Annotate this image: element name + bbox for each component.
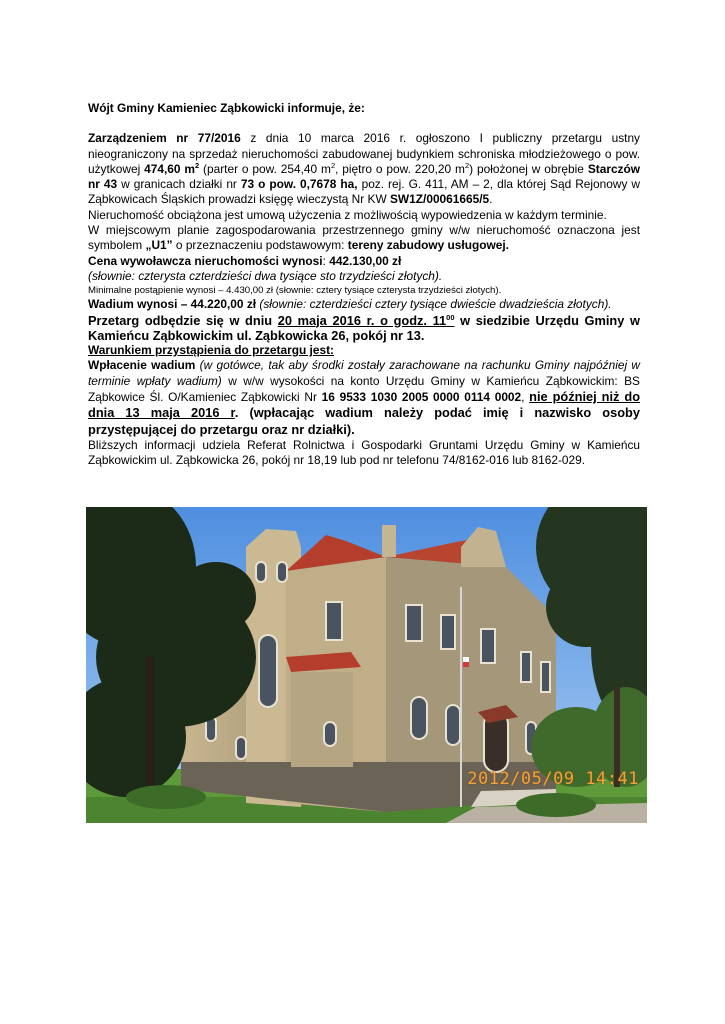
payment-label: Wpłacenie wadium — [88, 358, 196, 373]
paragraph-payment — [88, 358, 640, 437]
text-span: w w/w wysokości na konto Urzędu Gminy w Kamieńcu Ząbkowickim: BS Ząbkowice Śl. O/Kamieniec Ząbkowicki Nr — [88, 373, 640, 405]
text-span: , piętro o pow. 220,20 m — [335, 161, 465, 176]
zoning-symbol: „U1” — [145, 238, 173, 253]
paragraph-auction-date — [88, 313, 640, 344]
land-register-number: SW1Z/00061665/5 — [390, 192, 490, 207]
text-span: . (wpłacając wadium należy podać imię i nazwisko osoby przystępującej do przetargu oraz nr działki). — [88, 405, 640, 437]
superscript: 2 — [330, 160, 336, 170]
payment-deadline: nie później niż do dnia 13 maja 2016 r — [88, 389, 641, 421]
text-span: z dnia 10 marca 2016 r. ogłoszono I publiczny przetargu ustny nieograniczony na sprzedaż nieruchomości zabudowanej budynkiem schroniska młodzieżowego o pow. użytkowej — [88, 131, 640, 176]
bank-account-number: 16 9533 1030 2005 0000 0114 0002 — [321, 390, 522, 405]
paragraph-price — [88, 254, 640, 269]
announcement-heading: Wójt Gminy Kamieniec Ząbkowicki informuje, że: — [88, 101, 365, 115]
conditions-heading: Warunkiem przystąpienia do przetargu jest: — [88, 343, 335, 358]
price-value: 442.130,00 zł — [329, 253, 402, 268]
plot-number: 73 o pow. 0,7678 ha, — [240, 177, 358, 192]
building-photo — [86, 507, 647, 823]
property-location: Starczów nr 43 — [88, 161, 641, 192]
order-number: Zarządzeniem nr 77/2016 — [88, 131, 241, 146]
paragraph-contact: Bliższych informacji udziela Referat Rolnictwa i Gospodarki Gruntami Urzędu Gminy w Kamieńcu Ząbkowickim ul. Ząbkowicka 26, pokój nr 18,19 lub pod nr telefonu 74/8162-016 lub 8162-029. — [88, 437, 640, 468]
text-span: w siedzibie Urzędu Gminy w Kamieńcu Ząbkowickim ul. Ząbkowicka 26, pokój nr 13. — [88, 312, 640, 343]
wadium-in-words: (słownie: czterdzieści cztery tysiące dwieście dwadzieścia złotych). — [256, 297, 612, 312]
zoning-purpose: tereny zabudowy usługowej. — [347, 238, 509, 253]
text-span: . — [489, 192, 493, 207]
announcement-text — [88, 101, 640, 469]
superscript: 00 — [446, 312, 455, 322]
text-span: Przetarg odbędzie się w dniu — [88, 312, 278, 328]
text-span: o przeznaczeniu podstawowym: — [172, 238, 348, 253]
text-span: (parter o pow. 254,40 m — [199, 161, 331, 176]
superscript: 2 — [194, 160, 200, 170]
paragraph-zoning — [88, 223, 640, 254]
paragraph-wadium — [88, 297, 640, 312]
text-span: w granicach działki nr — [117, 177, 241, 192]
wadium-amount: Wadium wynosi – 44.220,00 zł — [88, 297, 257, 312]
text-span: poz. rej. G. 411, AM – 2, dla której Sąd Rejonowy w Ząbkowicach Śląskich prowadzi księgę wieczystą Nr KW — [88, 177, 641, 207]
price-label: Cena wywoławcza nieruchomości wynosi — [88, 253, 323, 268]
payment-note: (w gotówce, tak aby środki zostały zarachowane na rachunku Gminy najpóźniej w terminie wpłaty wadium) — [88, 358, 640, 388]
text-span: : — [322, 253, 330, 268]
text-span: ) położonej w obrębie — [469, 161, 588, 176]
superscript: 2 — [464, 160, 470, 170]
text-span: 20 maja 2016 r. o godz. 11 — [277, 312, 447, 328]
price-in-words: (słownie: czterysta czterdzieści dwa tysiące sto trzydzieści złotych). — [88, 268, 443, 283]
auction-date — [278, 313, 455, 328]
paragraph-encumbrance: Nieruchomość obciążona jest umową użyczenia z możliwością wypowiedzenia w każdym terminie. — [88, 207, 607, 222]
text-span: 474,60 m — [144, 161, 195, 176]
text-span: , — [521, 390, 530, 405]
usable-area — [144, 162, 199, 176]
minimum-increment: Minimalne postąpienie wynosi – 4.430,00 zł (słownie: cztery tysiące czterysta trzydzieści złotych). — [88, 285, 502, 297]
paragraph-order — [88, 131, 640, 207]
photo-timestamp: 2012/05/09 14:41 — [467, 769, 639, 789]
text-span: W miejscowym planie zagospodarowania przestrzennego gminy w/w nieruchomość oznaczona jest symbolem — [88, 223, 640, 253]
